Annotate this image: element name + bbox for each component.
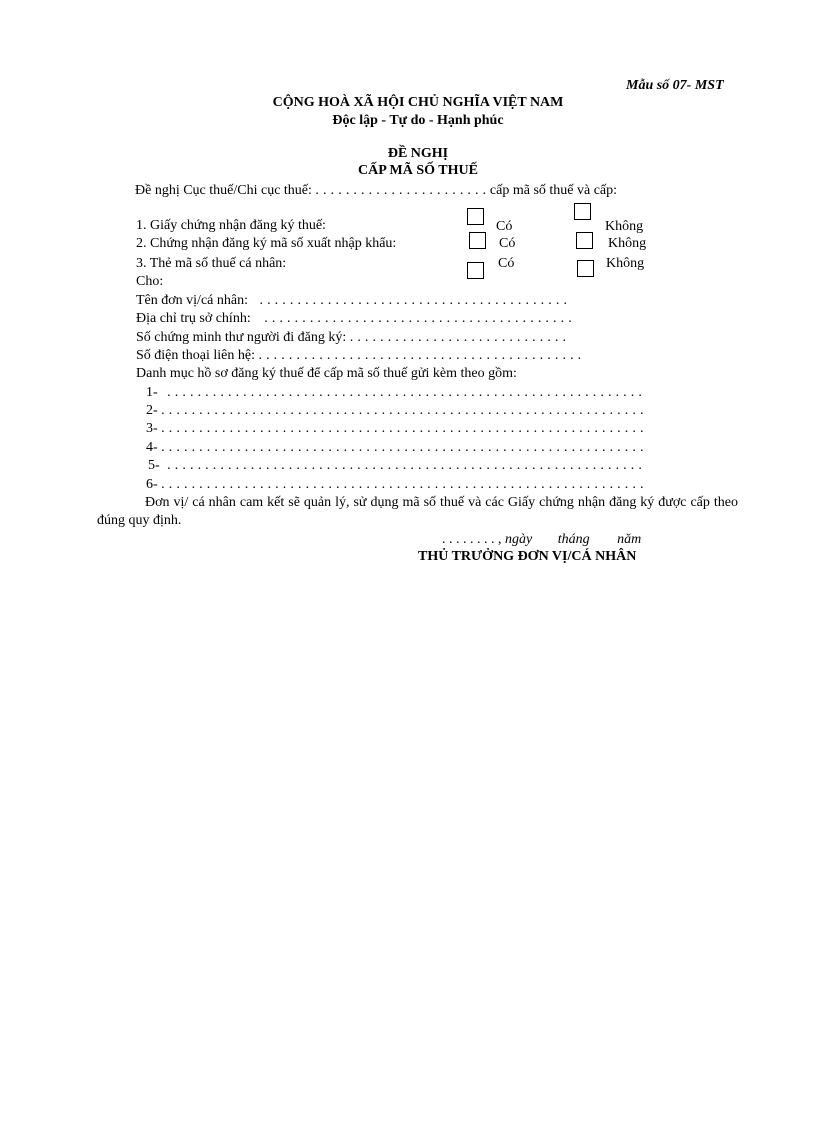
option-1-no-checkbox[interactable] [574,203,591,220]
document-line-6 [146,477,644,493]
document-line-4 [146,440,644,456]
document-4-dots: . . . . . . . . . . . . . . . . . . . . . . . . . . . . . . . . . . . . . . . . . . . . . . . . . . . . . . . . . . . . . . . . [161,440,644,455]
field-phone-label: Số điện thoại liên hệ: [136,348,255,363]
field-name [136,293,567,309]
field-phone-dots: . . . . . . . . . . . . . . . . . . . . . . . . . . . . . . . . . . . . . . . . . . . [258,348,582,363]
option-2-yes-label: Có [499,236,516,251]
option-3-label: 3. Thẻ mã số thuế cá nhân: [136,256,287,271]
option-2-no-checkbox[interactable] [576,232,593,249]
request-dots: . . . . . . . . . . . . . . . . . . . . . . . [315,183,487,198]
title-line-1: ĐỀ NGHỊ [387,146,449,161]
option-3-no-label: Không [606,256,645,271]
title-line-2: CẤP MÃ SỐ THUẾ [358,163,478,178]
form-code: Mẫu số 07- MST [626,78,724,93]
option-2-yes-checkbox[interactable] [469,232,486,249]
document-2-dots: . . . . . . . . . . . . . . . . . . . . . . . . . . . . . . . . . . . . . . . . . . . . . . . . . . . . . . . . . . . . . . . . [161,403,644,418]
option-3-no-checkbox[interactable] [577,260,594,277]
option-1-no-label: Không [605,219,644,234]
request-suffix: cấp mã số thuế và cấp: [489,183,618,198]
field-id-number-dots: . . . . . . . . . . . . . . . . . . . . . . . . . . . . . [349,330,567,345]
documents-heading: Danh mục hồ sơ đăng ký thuế để cấp mã số thuế gửi kèm theo gồm: [136,366,517,381]
option-2-label: 2. Chứng nhận đăng ký mã số xuất nhập khẩu: [136,236,397,251]
date-dots: . . . . . . . . , [442,532,502,547]
option-1-yes-label: Có [496,219,513,234]
field-name-dots: . . . . . . . . . . . . . . . . . . . . . . . . . . . . . . . . . . . . . . . . . [259,293,568,308]
document-2-label: 2- [146,403,158,418]
document-3-dots: . . . . . . . . . . . . . . . . . . . . . . . . . . . . . . . . . . . . . . . . . . . . . . . . . . . . . . . . . . . . . . . . [161,421,644,436]
document-line-1 [146,385,642,401]
field-id-number-label: Số chứng minh thư người đi đăng ký: [136,330,347,345]
for-label: Cho: [136,274,164,289]
document-5-label: 5- [148,458,160,473]
document-5-dots: . . . . . . . . . . . . . . . . . . . . . . . . . . . . . . . . . . . . . . . . . . . . . . . . . . . . . . . . . . . . . . . [167,458,643,473]
date-year: năm [617,532,642,547]
document-6-dots: . . . . . . . . . . . . . . . . . . . . . . . . . . . . . . . . . . . . . . . . . . . . . . . . . . . . . . . . . . . . . . . . [161,477,644,492]
document-line-3 [146,421,644,437]
option-3-yes-label: Có [498,256,515,271]
field-address [136,311,572,327]
option-3-yes-checkbox[interactable] [467,262,484,279]
field-address-dots: . . . . . . . . . . . . . . . . . . . . . . . . . . . . . . . . . . . . . . . . . [264,311,573,326]
commitment-paragraph: Đơn vị/ cá nhân cam kết sẽ quản lý, sử dụng mã số thuế và các Giấy chứng nhận đăng ký được cấp theo đúng quy định. [97,495,738,528]
document-line-5 [148,458,642,474]
request-prefix: Đề nghị Cục thuế/Chi cục thuế: [135,183,312,198]
document-1-label: 1- [146,385,158,400]
motto: Độc lập - Tự do - Hạnh phúc [332,113,504,128]
document-3-label: 3- [146,421,158,436]
field-address-label: Địa chỉ trụ sở chính: [136,311,251,326]
field-phone [136,348,581,364]
request-line [135,183,617,199]
field-id-number [136,330,566,346]
document-4-label: 4- [146,440,158,455]
option-1-label: 1. Giấy chứng nhận đăng ký thuế: [136,218,326,233]
country-header: CỘNG HOÀ XÃ HỘI CHỦ NGHĨA VIỆT NAM [272,95,564,110]
field-name-label: Tên đơn vị/cá nhân: [136,293,248,308]
date-day: ngày [505,532,533,547]
document-line-2 [146,403,644,419]
date-line [442,532,641,548]
date-month: tháng [557,532,590,547]
document-6-label: 6- [146,477,158,492]
option-2-no-label: Không [608,236,647,251]
signature-title: THỦ TRƯỞNG ĐƠN VỊ/CÁ NHÂN [418,549,637,564]
document-1-dots: . . . . . . . . . . . . . . . . . . . . . . . . . . . . . . . . . . . . . . . . . . . . . . . . . . . . . . . . . . . . . . . [167,385,643,400]
option-1-yes-checkbox[interactable] [467,208,484,225]
